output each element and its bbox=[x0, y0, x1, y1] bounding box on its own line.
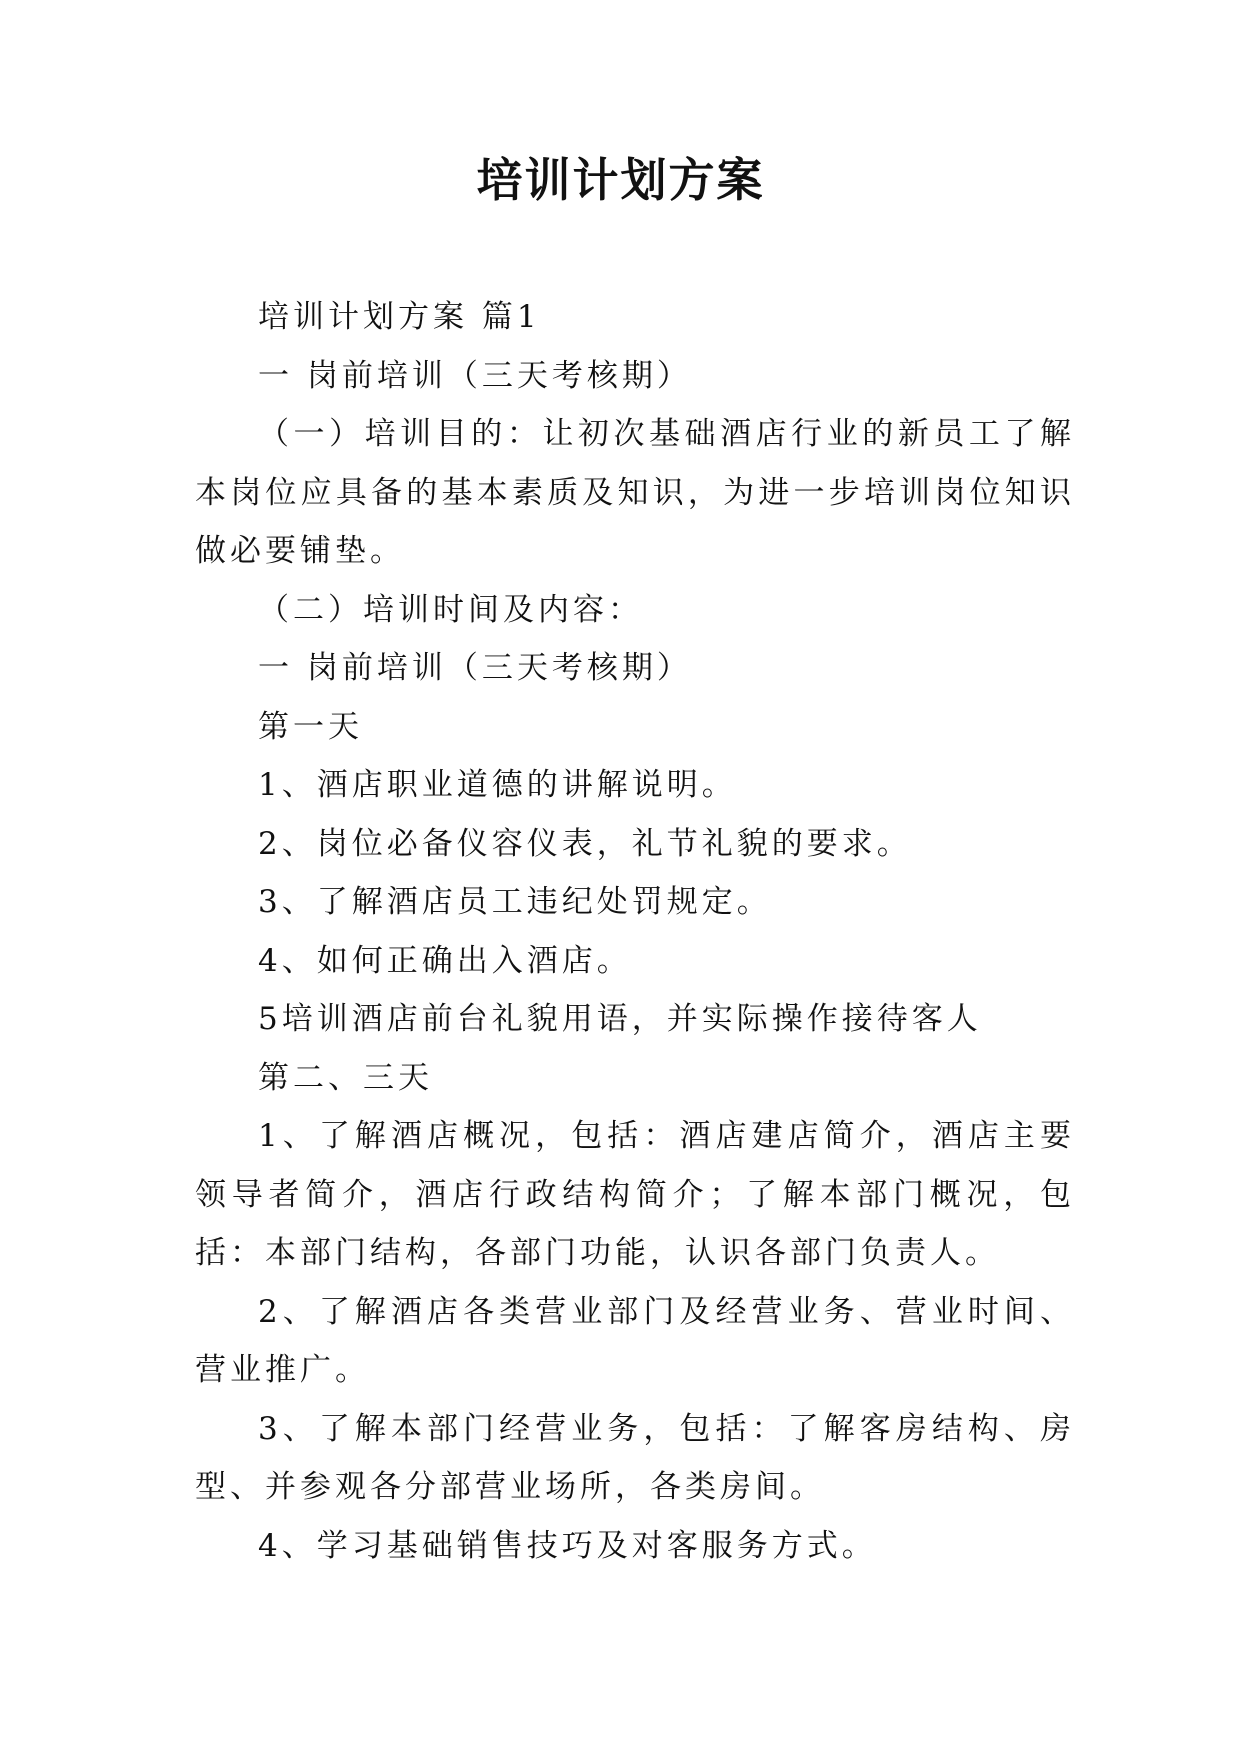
paragraph: 第二、三天 bbox=[258, 1059, 433, 1096]
paragraph: 3、了解酒店员工违纪处罚规定。 bbox=[258, 884, 772, 920]
paragraph: 一 岗前培训（三天考核期） bbox=[258, 650, 692, 686]
paragraph: （一）培训目的：让初次基础酒店行业的新员工了解本岗位应具备的基本素质及知识，为进一步培训岗位知识做必要铺垫。 bbox=[195, 416, 1075, 569]
paragraph: 1、了解酒店概况，包括：酒店建店简介，酒店主要领导者简介，酒店行政结构简介；了解本部门概况，包括：本部门结构，各部门功能，认识各部门负责人。 bbox=[195, 1118, 1075, 1271]
paragraph: 培训计划方案 篇1 bbox=[258, 299, 541, 335]
document-title: 培训计划方案 bbox=[476, 153, 765, 207]
document-body bbox=[195, 288, 1075, 1575]
paragraph: 4、如何正确出入酒店。 bbox=[258, 942, 632, 979]
paragraph: 5培训酒店前台礼貌用语，并实际操作接待客人 bbox=[258, 1001, 982, 1037]
paragraph: 一 岗前培训（三天考核期） bbox=[258, 357, 692, 394]
paragraph: 2、岗位必备仪容仪表，礼节礼貌的要求。 bbox=[258, 825, 912, 862]
paragraph: 3、了解本部门经营业务，包括：了解客房结构、房型、并参观各分部营业场所，各类房间。 bbox=[195, 1410, 1075, 1505]
paragraph: 2、了解酒店各类营业部门及经营业务、营业时间、营业推广。 bbox=[195, 1293, 1075, 1388]
paragraph: 第一天 bbox=[258, 708, 363, 745]
paragraph: （二）培训时间及内容： bbox=[258, 591, 643, 628]
paragraph: 1、酒店职业道德的讲解说明。 bbox=[258, 767, 737, 803]
paragraph: 4、学习基础销售技巧及对客服务方式。 bbox=[258, 1527, 877, 1564]
